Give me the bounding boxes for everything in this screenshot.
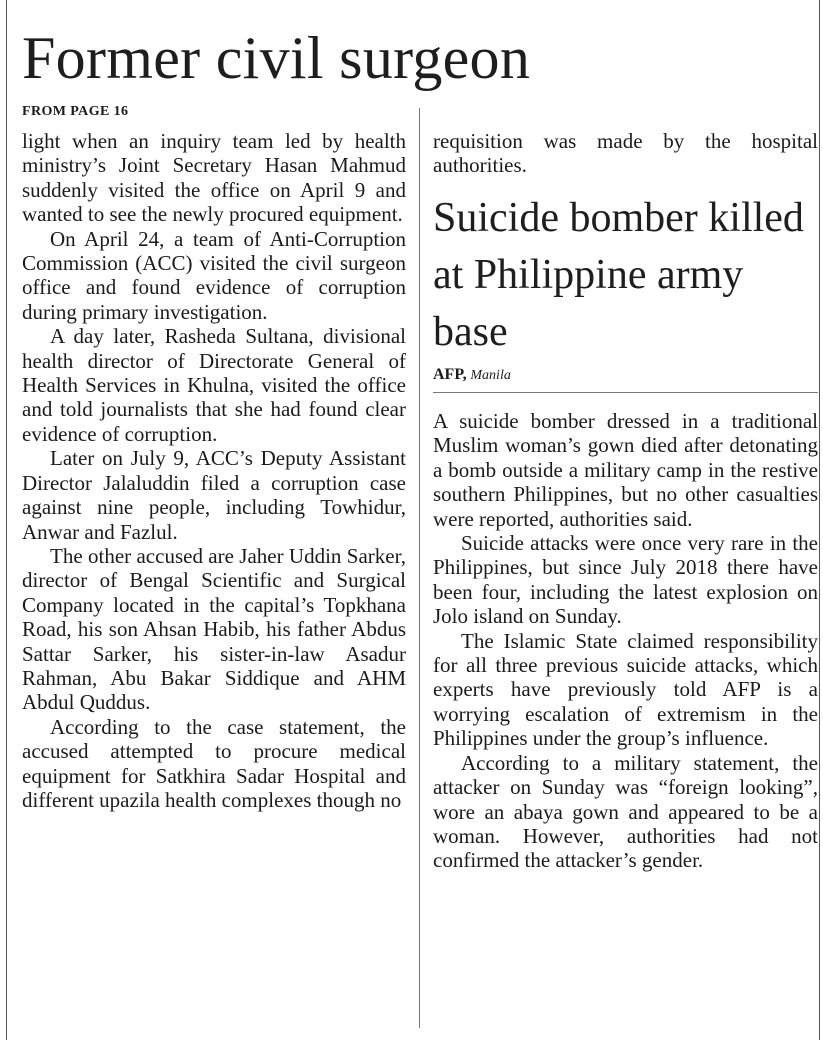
main-headline: Former civil surgeon — [22, 25, 531, 91]
column-divider — [419, 108, 420, 1028]
byline-divider — [433, 392, 818, 393]
second-paragraph-3: The Islamic State claimed responsibility for all three previous suicide attacks, which experts have previously told AFP is a worrying escalation of extremism in the Philippines under the group’s influence. — [433, 628, 818, 751]
main-paragraph-5: The other accused are Jaher Uddin Sarker, director of Bengal Scientific and Surgical Company located in the capital’s Topkhana Road, his son Ahsan Habib, his father Abdus Sattar Sarker, his sister-in-law Asadur Rahman, Abu Bakar Siddique and AHM Abdul Quddus. — [22, 543, 406, 715]
main-article-continuation — [433, 129, 818, 178]
main-paragraph-4: Later on July 9, ACC’s Deputy Assistant Director Jalaluddin filed a corruption case against nine people, including Towhidur, Anwar and Fazlul. — [22, 446, 406, 544]
main-article-body — [22, 129, 406, 812]
jump-label: FROM PAGE 16 — [22, 104, 129, 119]
main-paragraph-3: A day later, Rasheda Sultana, divisional health director of Directorate General of Health Services in Khulna, visited the office and told journalists that she had found clear evidence of corruption. — [22, 324, 406, 446]
second-paragraph-1: A suicide bomber dressed in a traditional Muslim woman’s gown died after detonating a bomb outside a military camp in the restive southern Philippines, but no other casualties were reported, authorities said. — [433, 409, 818, 531]
page-border-right — [819, 0, 820, 1040]
byline-agency: AFP, — [433, 366, 467, 383]
main-paragraph-6: According to the case statement, the accused attempted to procure medical equipment for Satkhira Sadar Hospital and different upazila health complexes though no — [22, 714, 406, 812]
second-headline: Suicide bomber killed at Philippine army base — [433, 195, 804, 355]
page-border-left — [6, 0, 7, 1040]
second-paragraph-2: Suicide attacks were once very rare in the Philippines, but since July 2018 there have been four, including the latest explosion on Jolo island on Sunday. — [433, 531, 818, 629]
continuation-paragraph: requisition was made by the hospital authorities. — [433, 129, 818, 178]
byline — [433, 366, 511, 385]
main-paragraph-2: On April 24, a team of Anti-Corruption Commission (ACC) visited the civil surgeon office and found evidence of corruption during primary investigation. — [22, 226, 406, 324]
second-paragraph-4: According to a military statement, the attacker on Sunday was “foreign looking”, wore an abaya gown and appeared to be a woman. However, authorities had not confirmed the attacker’s gender. — [433, 750, 818, 873]
second-article-body — [433, 409, 818, 873]
byline-place: Manila — [470, 368, 511, 383]
main-paragraph-1: light when an inquiry team led by health ministry’s Joint Secretary Hasan Mahmud suddenly visited the office on April 9 and wanted to see the newly procured equipment. — [22, 129, 406, 227]
